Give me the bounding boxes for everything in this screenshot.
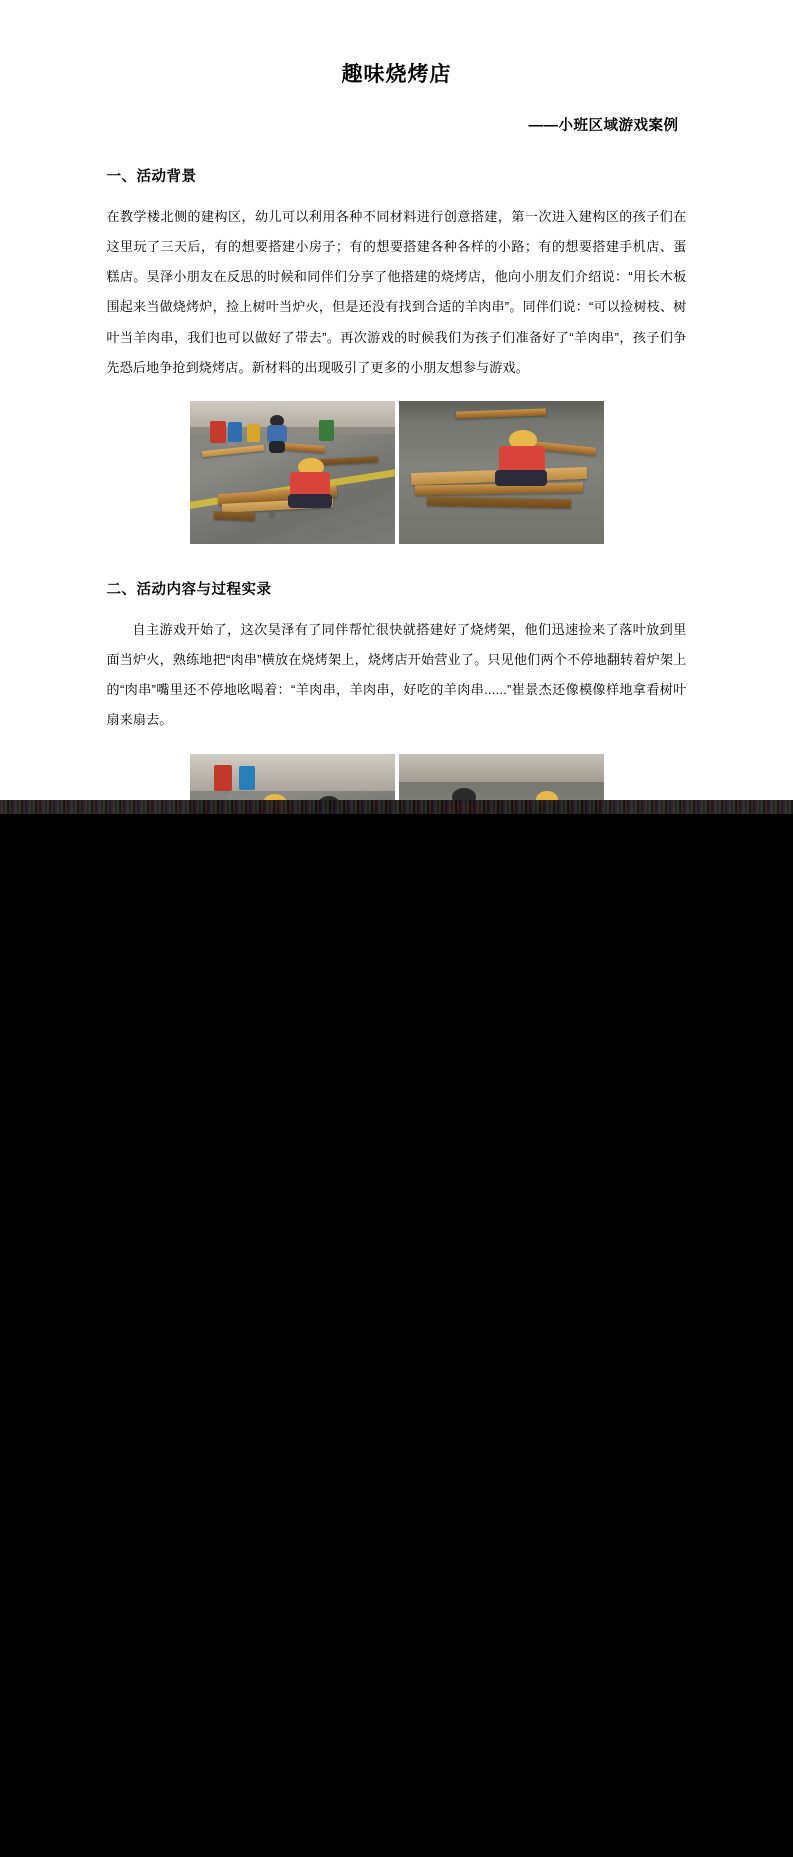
section-2-paragraph-1: 自主游戏开始了，这次昊泽有了同伴帮忙很快就搭建好了烧烤架，他们迅速捡来了落叶放到里面当炉火，熟练地把“肉串”横放在烧烤架上，烧烤店开始营业了。只见他们两个不停地翻转着炉架上的“肉串”嘴里还不停地吆喝着：“羊肉串，羊肉串，好吃的羊肉串......”崔景杰还像模像样地拿看树叶扇来扇去。 <box>106 621 687 728</box>
child-arranging-wooden-planks-photo <box>399 401 604 544</box>
children-building-with-planks-photo <box>190 401 395 544</box>
section-heading-2: 二、活动内容与过程实录 <box>106 581 272 598</box>
page-title: 趣味烧烤店 <box>341 63 452 86</box>
page-subtitle: ——小班区域游戏案例 <box>528 118 679 134</box>
document-body <box>107 0 687 897</box>
corrupted-black-region <box>0 814 793 1857</box>
document-content <box>0 0 793 897</box>
corrupted-scanline-band <box>0 800 793 814</box>
section-heading-1: 一、活动背景 <box>106 169 197 185</box>
section-1-paragraph-1: 在教学楼北侧的建构区，幼儿可以利用各种不同材料进行创意搭建，第一次进入建构区的孩子们在这里玩了三天后，有的想要搭建小房子；有的想要搭建各种各样的小路；有的想要搭建手机店、蛋糕店。昊泽小朋友在反思的时候和同伴们分享了他搭建的烧烤店，他向小朋友们介绍说：“用长木板围起来当做烧烤炉，捡上树叶当炉火，但是还没有找到合适的羊肉串”。同伴们说：“可以捡树枝、树叶当羊肉串，我们也可以做好了带去”。再次游戏的时候我们为孩子们准备好了“羊肉串”，孩子们争先恐后地争抢到烧烤店。新材料的出现吸引了更多的小朋友想参与游戏。 <box>106 209 687 375</box>
section-1-figures <box>107 401 687 544</box>
